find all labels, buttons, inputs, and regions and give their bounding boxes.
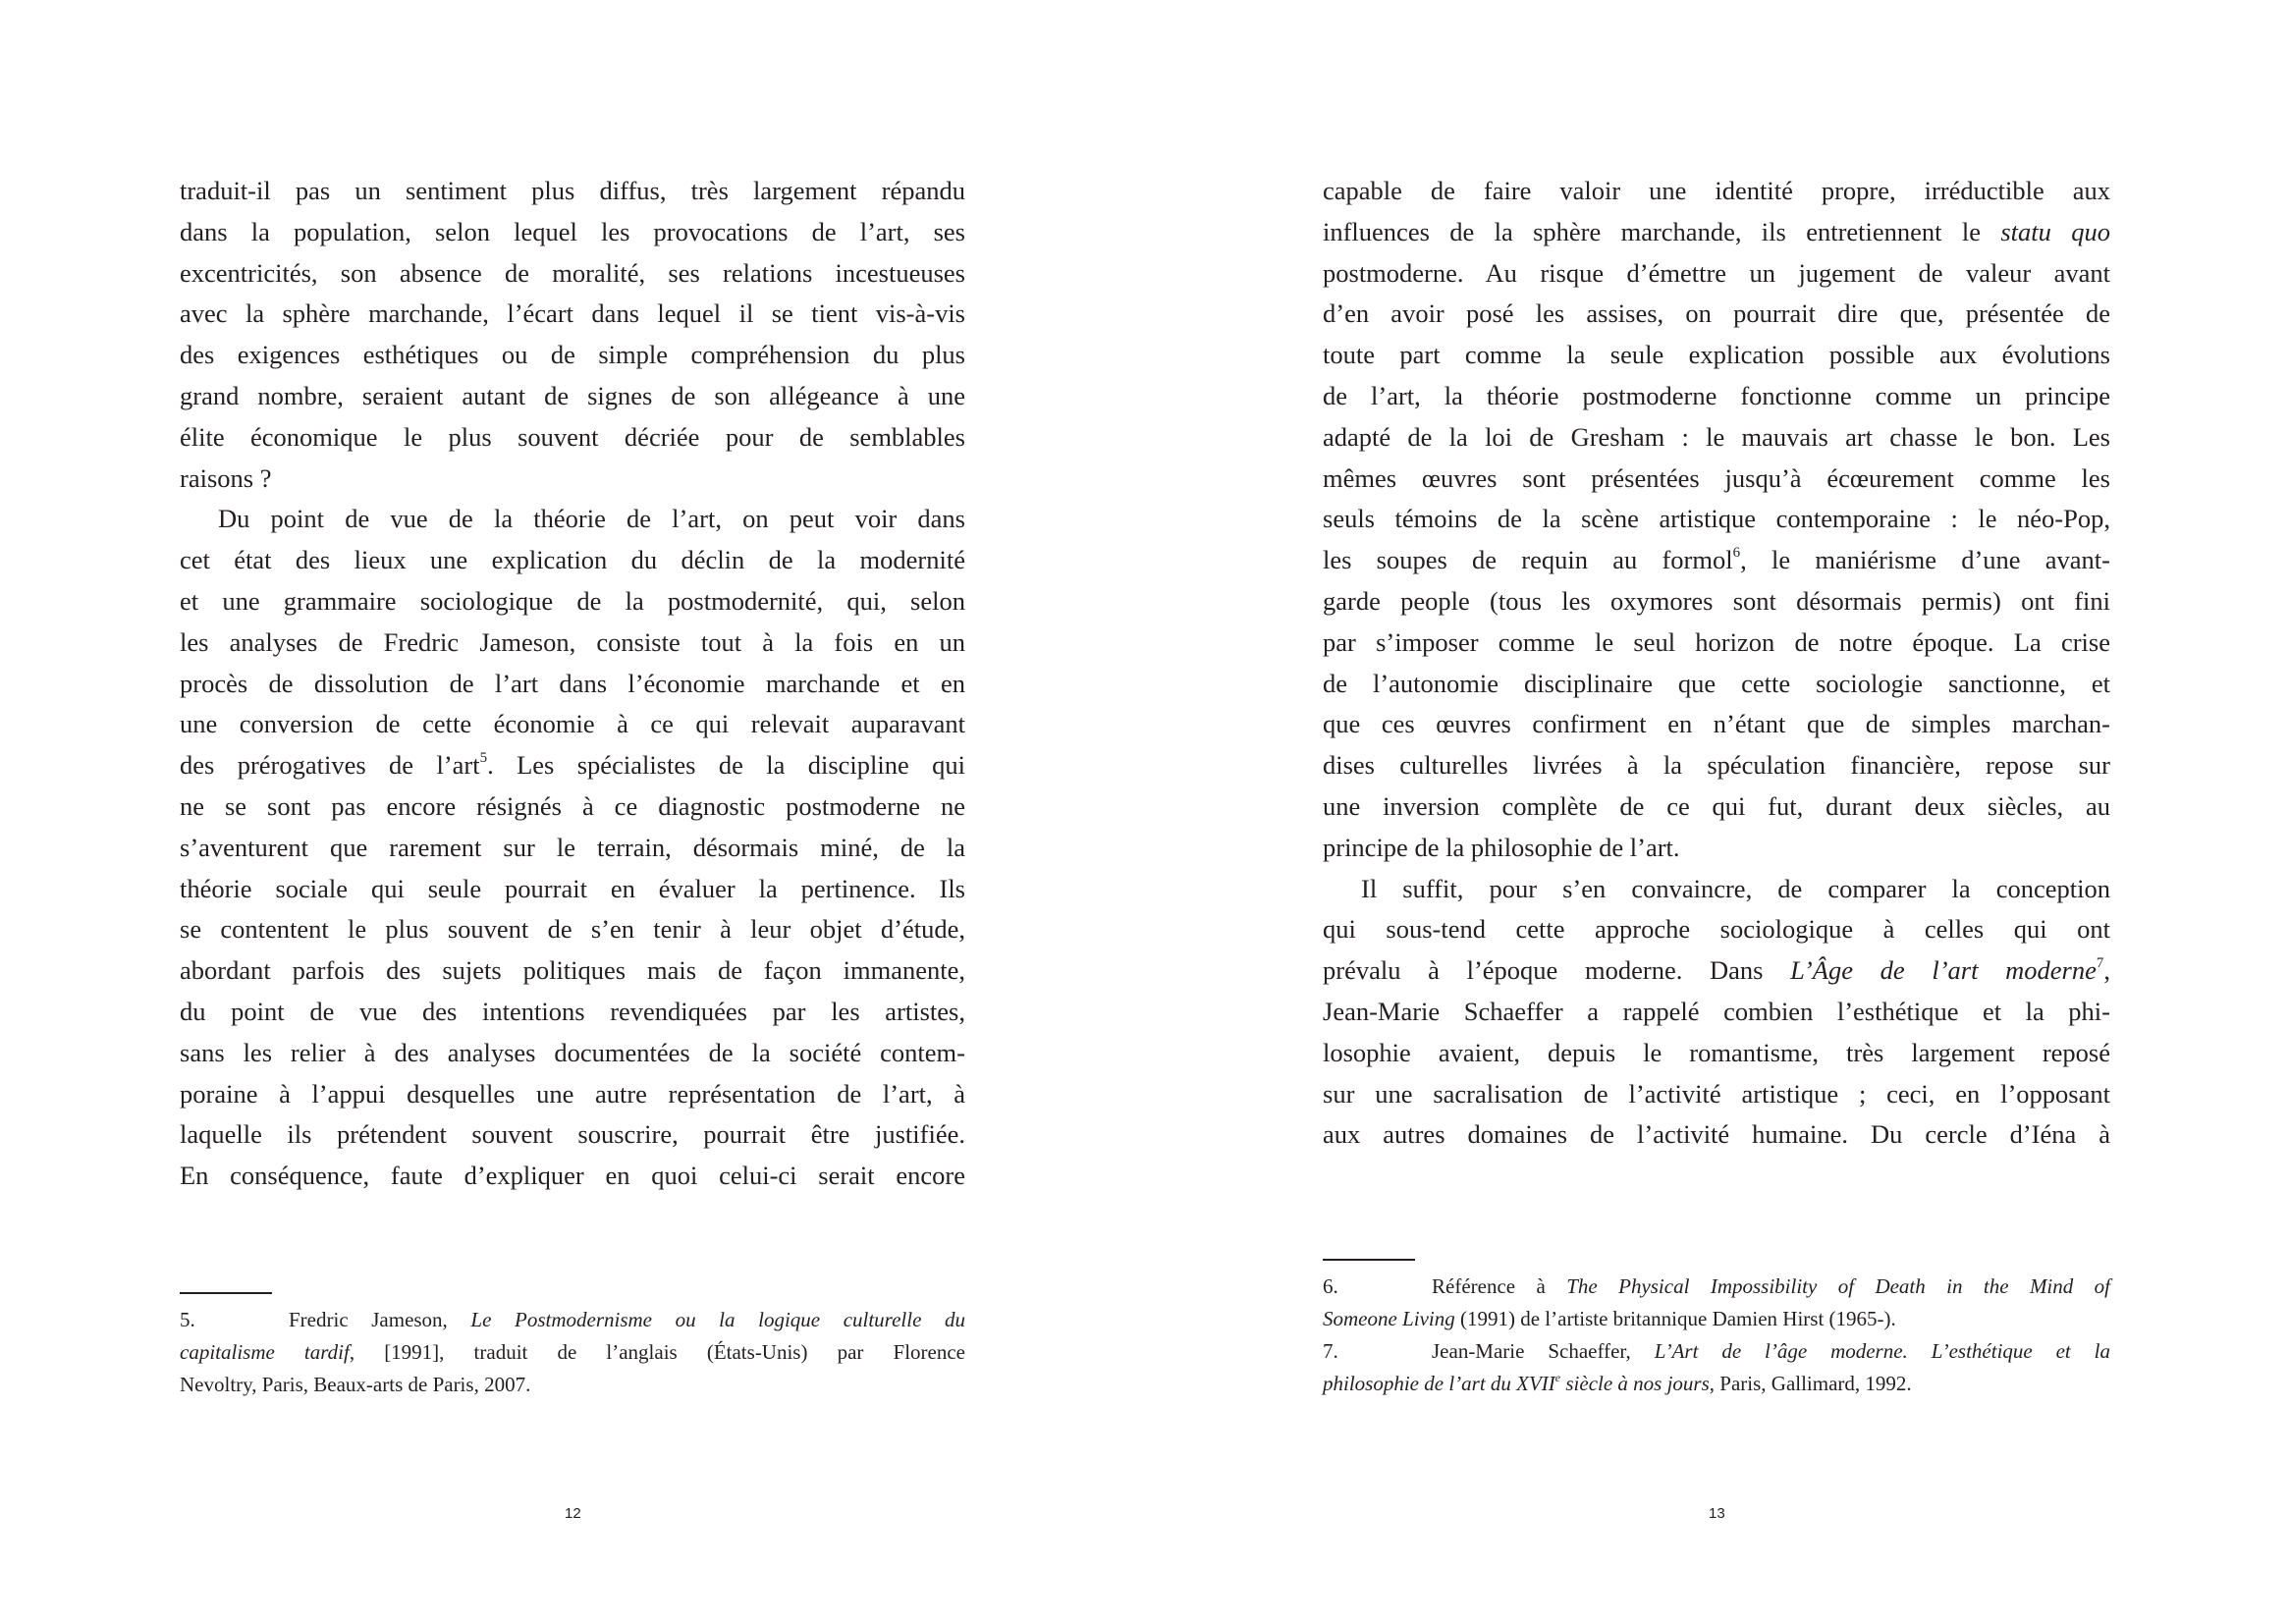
text-line: En conséquence, faute d’expliquer en quoi celui-ci serait encore [180, 1161, 965, 1191]
text-line-with-footnote-ref: les soupes de requin au formol$^6$, le maniérisme d’une avant- [1323, 545, 2110, 575]
right-page [1144, 0, 2289, 1624]
text-line: avec la sphère marchande, l’écart dans lequel il se tient vis-à-vis [180, 298, 965, 329]
text-line: Jean-Marie Schaeffer a rappelé combien l’esthétique et la phi- [1323, 996, 2110, 1026]
text-line: procès de dissolution de l’art dans l’économie marchande et en [180, 668, 965, 698]
book-title: L’Âge de l’art moderne [1790, 955, 2097, 986]
text-line: dans la population, selon lequel les provocations de l’art, ses [180, 216, 965, 246]
text-line: les analyses de Fredric Jameson, consiste tout à la fois en un [180, 626, 965, 657]
text-fragment: . Les spécialistes de la discipline qui [487, 750, 965, 781]
text-line: capable de faire valoir une identité propre, irréductible aux [1323, 176, 2110, 205]
footnotes [180, 1304, 965, 1401]
text-line: abordant parfois des sujets politiques mais de façon immanente, [180, 955, 965, 986]
text-line: et une grammaire sociologique de la postmodernité, qui, selon [180, 585, 965, 616]
text-line: excentricités, son absence de moralité, ses relations incestueuses [180, 257, 965, 288]
text-line: du point de vue des intentions revendiquées par les artistes, [180, 996, 965, 1026]
text-line: sur une sacralisation de l’activité artistique ; ceci, en l’opposant [1323, 1078, 2110, 1109]
italic-term: statu quo [2000, 216, 2110, 246]
text-line: mêmes œuvres sont présentées jusqu’à écœurement comme les [1323, 462, 2110, 493]
footnote-ref-5[interactable]: 5 [479, 750, 488, 767]
footnote-number: 7. [1323, 1339, 1338, 1363]
text-line: traduit-il pas un sentiment plus diffus, très largement répandu [180, 176, 965, 205]
text-line-with-footnote-ref: prévalu à l’époque moderne. Dans L’Âge de l’art moderne$^7$, [1323, 955, 2110, 986]
footnote-number: 5. [180, 1308, 195, 1331]
page-number: 13 [1709, 1505, 1725, 1522]
text-line: losophie avaient, depuis le romantisme, très largement reposé [1323, 1037, 2110, 1067]
text-line: laquelle ils prétendent souvent souscrire, pourrait être justifiée. [180, 1119, 965, 1150]
text-line-with-footnote-ref [180, 745, 965, 786]
text-line: par s’imposer comme le seul horizon de notre époque. La crise [1323, 626, 2110, 657]
text-line: cet état des lieux une explication du déclin de la modernité [180, 545, 965, 575]
footnote-5-line3: Nevoltry, Paris, Beaux-arts de Paris, 2007. [180, 1373, 531, 1396]
text-line: s’aventurent que rarement sur le terrain, désormais miné, de la [180, 832, 965, 862]
text-line: grand nombre, seraient autant de signes de son allégeance à une [180, 380, 965, 410]
footnote-7-line2: philosophie de l’art du XVIIe siècle à nos jours, Paris, Gallimard, 1992. [1323, 1371, 1912, 1395]
paragraph-start-line: Il suffit, pour s’en convaincre, de comparer la conception [1361, 873, 2110, 903]
text-line: théorie sociale qui seule pourrait en évaluer la pertinence. Ils [180, 873, 965, 903]
text-line: dises culturelles livrées à la spéculation financière, repose sur [1323, 750, 2110, 781]
text-line: qui sous-tend cette approche sociologique à celles qui ont [1323, 914, 2110, 945]
text-line: sans les relier à des analyses documentées de la société contem- [180, 1037, 965, 1067]
text-line: se contentent le plus souvent de s’en tenir à leur objet d’étude, [180, 914, 965, 945]
footnote-5: 5. Fredric Jameson, Le Postmodernisme ou la logique culturelle du [180, 1304, 965, 1336]
text-line: postmoderne. Au risque d’émettre un jugement de valeur avant [1323, 257, 2110, 288]
text-line: seuls témoins de la scène artistique contemporaine : le néo-Pop, [1323, 504, 2110, 534]
footnote-7: 7. Jean-Marie Schaeffer, L’Art de l’âge moderne. L’esthétique et la [1323, 1335, 2110, 1368]
footnote-ref-7[interactable]: 7 [2096, 955, 2104, 972]
text-line: garde people (tous les oxymores sont désormais permis) ont fini [1323, 585, 2110, 616]
text-line: des exigences esthétiques ou de simple compréhension du plus [180, 340, 965, 370]
text-line: principe de la philosophie de l’art. [1323, 832, 1680, 862]
text-line: ne se sont pas encore résignés à ce diagnostic postmoderne ne [180, 790, 965, 821]
text-line: aux autres domaines de l’activité humaine. Du cercle d’Iéna à [1323, 1119, 2110, 1150]
body-text [1323, 171, 2110, 1156]
footnote-number: 6. [1323, 1274, 1338, 1298]
footnote-divider [1323, 1259, 1415, 1261]
left-page [0, 0, 1144, 1624]
footnote-ref-6[interactable]: 6 [1732, 545, 1741, 562]
text-line: élite économique le plus souvent décriée pour de semblables [180, 421, 965, 452]
text-fragment: des prérogatives de l’art [180, 750, 480, 781]
footnote-divider [180, 1292, 272, 1294]
page-number: 12 [565, 1505, 581, 1522]
text-line: adapté de la loi de Gresham : le mauvais art chasse le bon. Les [1323, 421, 2110, 452]
text-line: raisons ? [180, 462, 272, 493]
text-line: influences de la sphère marchande, ils entretiennent le statu quo [1323, 216, 2110, 246]
text-line: poraine à l’appui desquelles une autre représentation de l’art, à [180, 1078, 965, 1109]
text-line: que ces œuvres confirment en n’étant que de simples marchan- [1323, 709, 2110, 739]
text-line: une conversion de cette économie à ce qui relevait auparavant [180, 709, 965, 739]
footnote-6-line2: Someone Living (1991) de l’artiste britannique Damien Hirst (1965-). [1323, 1307, 1896, 1330]
text-line: toute part comme la seule explication possible aux évolutions [1323, 340, 2110, 370]
footnote-6: 6. Référence à The Physical Impossibility of Death in the Mind of [1323, 1271, 2110, 1303]
text-line: d’en avoir posé les assises, on pourrait dire que, présentée de [1323, 298, 2110, 329]
paragraph-start-line: Du point de vue de la théorie de l’art, on peut voir dans [218, 504, 965, 534]
body-text [180, 171, 965, 1197]
footnotes [1323, 1271, 2110, 1400]
text-line: de l’autonomie disciplinaire que cette sociologie sanctionne, et [1323, 668, 2110, 698]
footnote-5-line2: capitalisme tardif, [1991], traduit de l’anglais (États-Unis) par Florence [180, 1340, 965, 1364]
text-line: une inversion complète de ce qui fut, durant deux siècles, au [1323, 790, 2110, 821]
text-line: de l’art, la théorie postmoderne fonctionne comme un principe [1323, 380, 2110, 410]
